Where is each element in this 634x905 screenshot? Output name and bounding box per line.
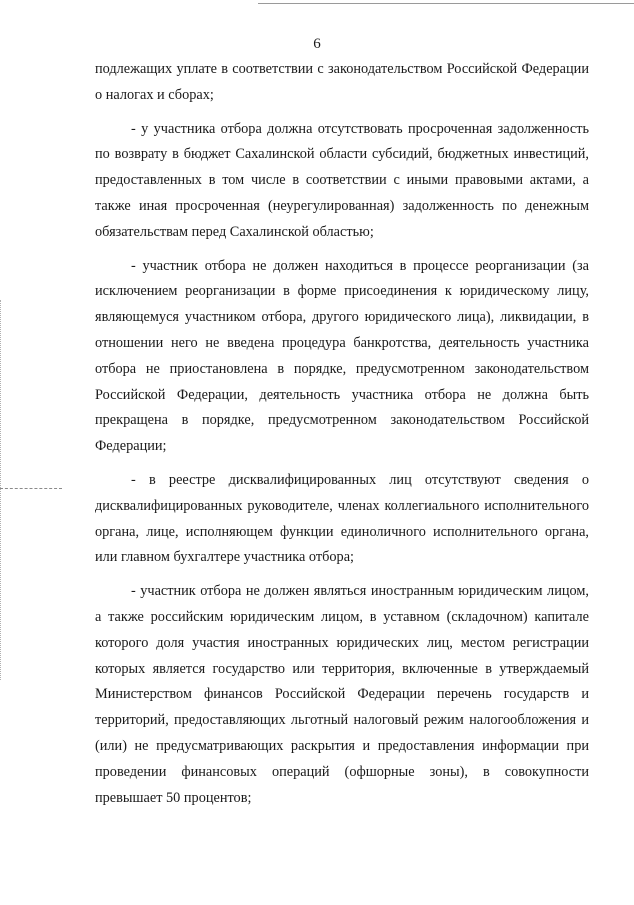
document-body <box>95 57 589 819</box>
paragraph-no-reorganization: - участник отбора не должен находиться в процессе реорганизации (за исключением реорганизации в форме присоединения к юридическому лицу, являющемуся участником отбора, другого юридического лица), ликвидации, в отношении него не введена процедура банкротства, деятельность участника отбора не приостановлена в порядке, предусмотренном законодательством Российской Федерации, деятельность участника отбора не должна быть прекращена в порядке, предусмотренном законодательством Российской Федерации; <box>95 257 589 455</box>
binding-margin-marks <box>0 300 7 680</box>
paragraph-no-overdue-debt: - у участника отбора должна отсутствовать просроченная задолженность по возврату в бюджет Сахалинской области субсидий, бюджетных инвестиций, предоставленных в том числе в соответствии с иными правовыми актами, а также иная просроченная (неурегулированная) задолженность по денежным обязательствам перед Сахалинской областью; <box>95 120 589 240</box>
top-edge-rule <box>258 3 634 4</box>
paragraph-continuation: подлежащих уплате в соответствии с законодательством Российской Федерации о налогах и сборах; <box>95 61 589 103</box>
paragraph-disqualified-persons: - в реестре дисквалифицированных лиц отсутствуют сведения о дисквалифицированных руководителе, членах коллегиального исполнительного органа, лице, исполняющем функции единоличного исполнительного органа, или главном бухгалтере участника отбора; <box>95 471 589 566</box>
page-number: 6 <box>313 36 321 52</box>
margin-dash-line <box>0 488 62 489</box>
paragraph-foreign-entity: - участник отбора не должен являться иностранным юридическим лицом, а также российским юридическим лицом, в уставном (складочном) капитале которого доля участия иностранных юридических лиц, местом регистрации которых является государство или территория, включенные в утверждаемый Министерством финансов Российской Федерации перечень государств и территорий, предоставляющих льготный налоговый режим налогообложения и (или) не предусматривающих раскрытия и предоставления информации при проведении финансовых операций (офшорные зоны), в совокупности превышает 50 процентов; <box>95 583 589 806</box>
